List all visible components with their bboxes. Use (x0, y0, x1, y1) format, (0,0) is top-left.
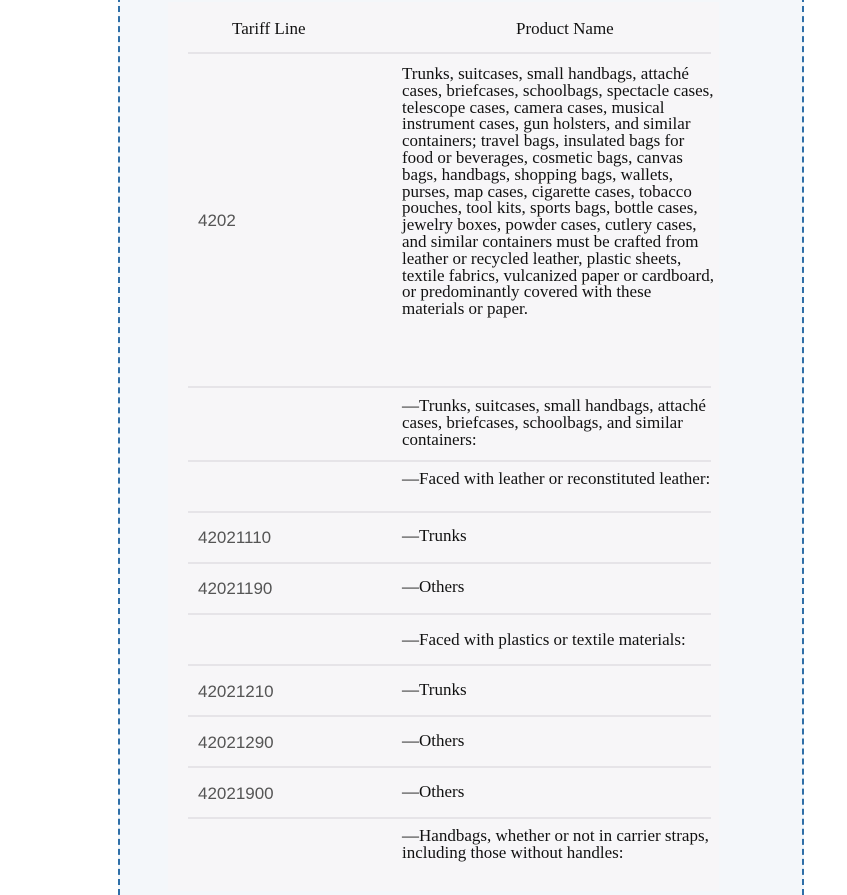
product-description: —Others (402, 577, 465, 596)
tariff-code: 42021290 (198, 733, 274, 752)
column-header-tariff-line: Tariff Line (232, 19, 306, 38)
tariff-code: 42021190 (198, 579, 273, 598)
column-header-product-name: Product Name (516, 19, 614, 38)
row-divider (188, 664, 711, 666)
product-description: —Handbags, whether or not in carrier straps, including those without handles: (402, 826, 709, 862)
product-description: Trunks, suitcases, small handbags, attaché cases, briefcases, schoolbags, spectacle cases, telescope cases, camera cases, musical instrument cases, gun holsters, and similar containers; travel bags, insulated bags for food or beverages, cosmetic bags, canvas bags, handbags, shopping bags, wallets, purses, map cases, cigarette cases, tobacco pouches, tool kits, sports bags, bottle cases, jewelry boxes, powder cases, cutlery cases, and similar containers must be crafted from leather or recycled leather, plastic sheets, textile fabrics, vulcanized paper or cardboard, or predominantly covered with these materials or paper. (402, 64, 714, 319)
product-description: —Trunks, suitcases, small handbags, attaché cases, briefcases, schoolbags, and similar containers: (402, 396, 706, 449)
row-divider (188, 715, 711, 717)
product-description: —Others (402, 731, 465, 750)
product-description: —Faced with plastics or textile materials: (402, 630, 686, 649)
product-description: —Trunks (402, 526, 467, 545)
row-divider (188, 562, 711, 564)
tariff-code: 42021110 (198, 528, 272, 547)
row-divider (188, 460, 711, 462)
tariff-code: 4202 (198, 211, 236, 230)
row-divider (188, 766, 711, 768)
product-description: —Others (402, 782, 465, 801)
tariff-code: 42021900 (198, 784, 274, 803)
header-divider (188, 52, 711, 54)
product-description: —Faced with leather or reconstituted leather: (402, 469, 711, 488)
row-divider (188, 511, 711, 513)
tariff-code: 42021210 (198, 682, 274, 701)
row-divider (188, 386, 711, 388)
product-description: —Trunks (402, 680, 467, 699)
row-divider (188, 817, 711, 819)
row-divider (188, 613, 711, 615)
